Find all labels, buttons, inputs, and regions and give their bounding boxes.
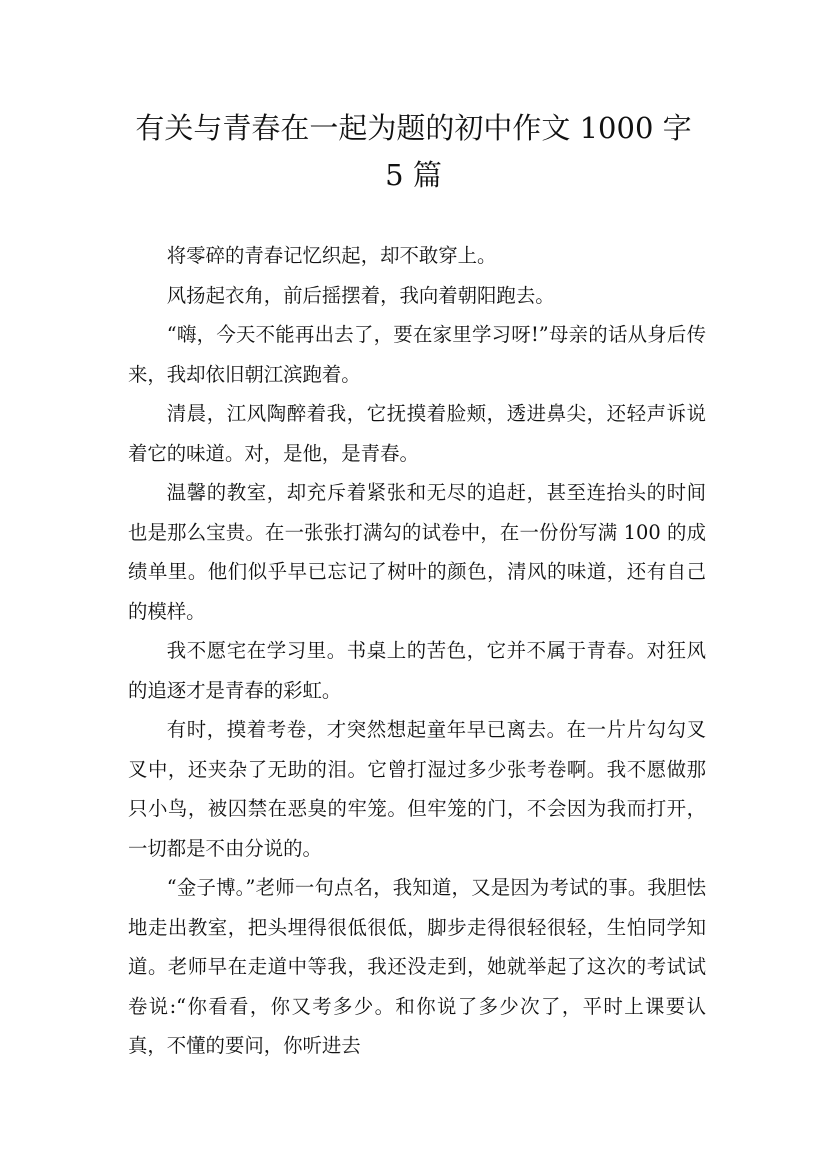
paragraph-8: “金子博。”老师一句点名，我知道，又是因为考试的事。我胆怯地走出教室，把头埋得很低很低，脚步走得很轻很轻，生怕同学知道。老师早在走道中等我，我还没走到，她就举起了这次的考试试卷说:“你看看，你又考多少。和你说了多少次了，平时上课要认真，不懂的要问，你听进去	[128, 876, 706, 1057]
paragraph-2: 风扬起衣角，前后摇摆着，我向着朝阳跑去。	[166, 283, 555, 307]
title-line-2: 5 篇	[385, 158, 442, 192]
paragraph-5: 温馨的教室，却充斥着紧张和无尽的追赶，甚至连抬头的时间也是那么宝贵。在一张张打满勾的试卷中，在一份份写满 100 的成绩单里。他们似乎早已忘记了树叶的颜色，清风的味道，还有自己的模样。	[128, 481, 706, 623]
paragraph-4: 清晨，江风陶醉着我，它抚摸着脸颊，透进鼻尖，还轻声诉说着它的味道。对，是他，是青春。	[128, 402, 706, 465]
paragraph-7: 有时，摸着考卷，才突然想起童年早已离去。在一片片勾勾叉叉中，还夹杂了无助的泪。它曾打湿过多少张考卷啊。我不愿做那只小鸟，被囚禁在恶臭的牢笼。但牢笼的门，不会因为我而打开，一切都是不由分说的。	[128, 718, 706, 860]
paragraph-3: “嗨，今天不能再出去了，要在家里学习呀!”母亲的话从身后传来，我却依旧朝江滨跑着。	[128, 323, 706, 386]
paragraph-6: 我不愿宅在学习里。书桌上的苦色，它并不属于青春。对狂风的追逐才是青春的彩虹。	[128, 639, 706, 702]
document-title	[110, 105, 717, 199]
title-line-1: 有关与青春在一起为题的初中作文 1000 字	[135, 111, 692, 145]
document-body	[128, 236, 706, 1066]
paragraph-1: 将零碎的青春记忆织起，却不敢穿上。	[166, 244, 497, 267]
